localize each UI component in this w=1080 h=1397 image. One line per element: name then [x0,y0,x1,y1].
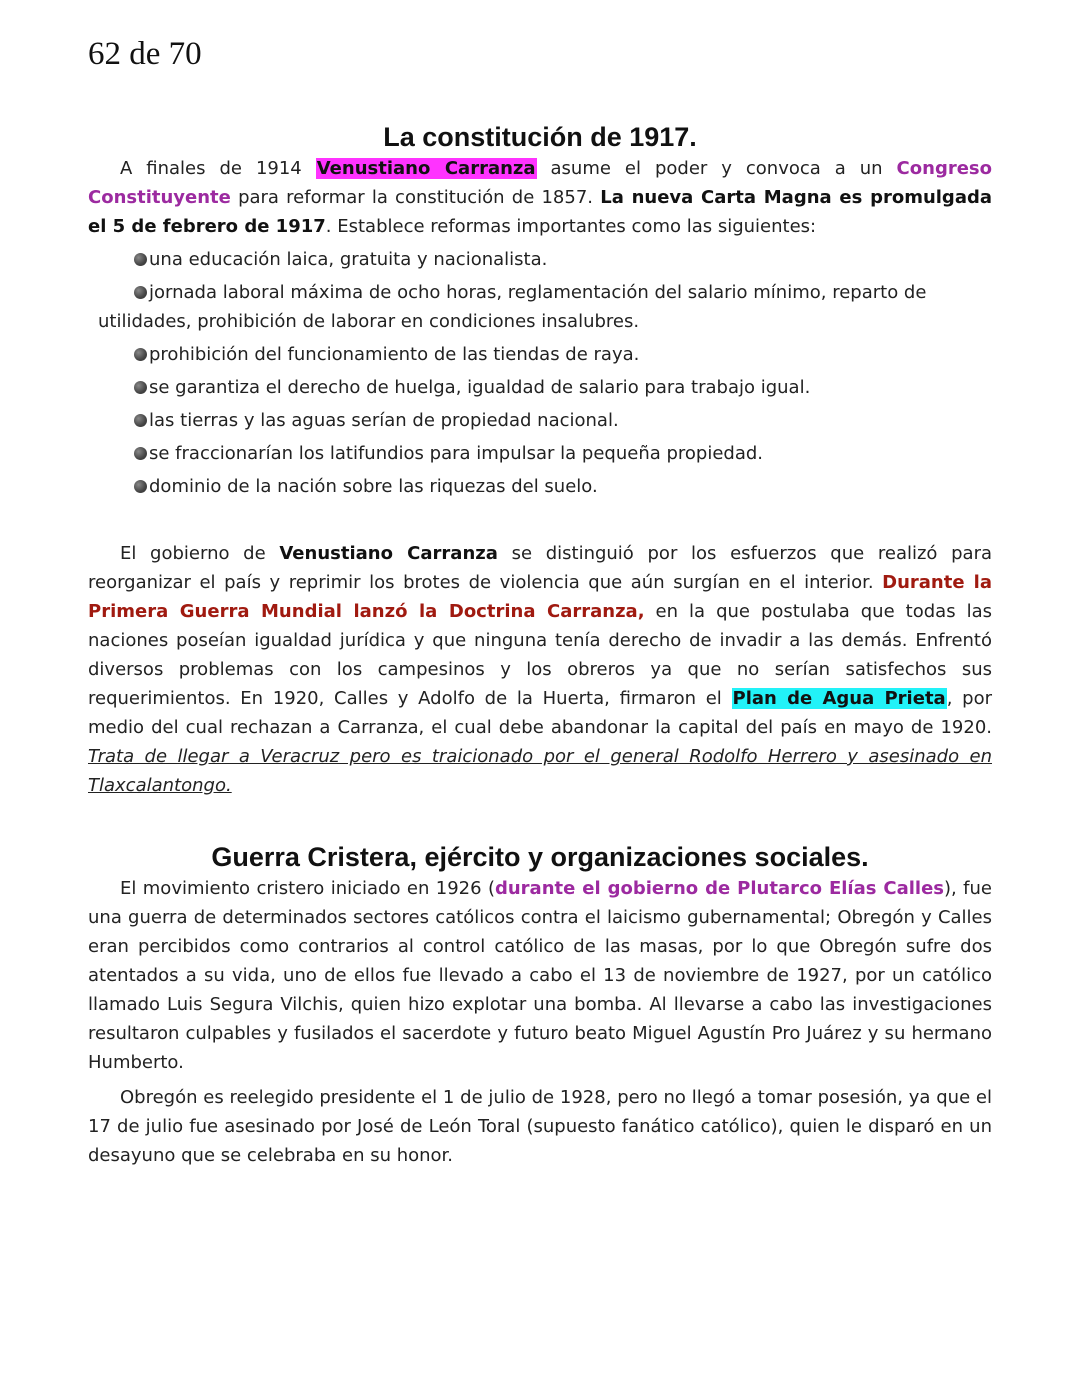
highlight-plan-agua-prieta: Plan de Agua Prieta [732,688,946,709]
text: A finales de 1914 [120,158,316,179]
text: en la que postulaba que todas las naciones poseían igualdad jurídica y que ninguna tenía derecho de invadir a las demás. Enfrentó diversos problemas con los campesinos y los obreros ya que no serían satisfechos sus requerimientos. En 1920, Calles y Adolfo de la Huerta, firmaron el [88,601,992,709]
list-item-text: dominio de la nación sobre las riquezas del suelo. [149,476,598,497]
document-body [88,120,992,1170]
list-item [88,406,992,435]
italic-underlined-text: Trata de llegar a Veracruz pero es traicionado por el general Rodolfo Herrero y asesinado en Tlaxcalantongo. [88,746,992,796]
spacer [88,800,992,840]
list-item [88,340,992,369]
list-item [88,278,992,336]
list-item-text: jornada laboral máxima de ocho horas, reglamentación del salario mínimo, reparto de utilidades, prohibición de laborar en condiciones insalubres. [98,282,927,332]
list-item [88,439,992,468]
text: para reformar la constitución de 1857. [230,187,601,208]
reforms-list [88,245,992,501]
text: El gobierno de [120,543,280,564]
list-item-text: prohibición del funcionamiento de las tiendas de raya. [149,344,640,365]
list-item [88,472,992,501]
list-item-text: se garantiza el derecho de huelga, igualdad de salario para trabajo igual. [149,377,811,398]
bullet-icon [134,348,147,361]
text: ), fue una guerra de determinados sectores católicos contra el laicismo gubernamental; Obregón y Calles eran percibidos como contrarios al control católico de las masas, por lo que Obregón sufre dos atentados a su vida, uno de ellos fue llevado a cabo el 13 de noviembre de 1927, por un católico llamado Luis Segura Vilchis, quien hizo explotar una bomba. Al llevarse a cabo las investigaciones resultaron culpables y fusilados el sacerdote y futuro beato Miguel Agustín Pro Juárez y su hermano Humberto. [88,878,992,1073]
list-item [88,245,992,274]
congreso-constituyente: Congreso Constituyente [88,158,992,208]
text: El movimiento cristero iniciado en 1926 ( [120,878,495,899]
list-item-text: las tierras y las aguas serían de propiedad nacional. [149,410,619,431]
text: . Establece reformas importantes como las siguientes: [325,216,817,237]
doctrina-carranza: Durante la Primera Guerra Mundial lanzó la Doctrina Carranza, [88,572,992,622]
highlight-carranza: Venustiano Carranza [316,158,536,179]
bullet-icon [134,480,147,493]
list-item-text: se fraccionarían los latifundios para impulsar la pequeña propiedad. [149,443,764,464]
bullet-icon [134,381,147,394]
text: se distinguió por los esfuerzos que realizó para reorganizar el país y reprimir los brotes de violencia que aún surgían en el interior. [88,543,993,593]
page-indicator: 62 de 70 [88,36,202,72]
bullet-icon [134,253,147,266]
text: , por medio del cual rechazan a Carranza, el cual debe abandonar la capital del país en mayo de 1920. [88,688,992,738]
list-item-text: una educación laica, gratuita y nacionalista. [149,249,548,270]
bullet-icon [134,447,147,460]
gobierno-calles: durante el gobierno de Plutarco Elías Calles [494,878,945,899]
list-item [88,373,992,402]
promulgation-date: La nueva Carta Magna es promulgada el 5 de febrero de 1917 [88,187,992,237]
intro-paragraph [88,154,992,241]
carranza-paragraph [88,539,992,800]
section-title-cristera: Guerra Cristera, ejército y organizaciones sociales. [211,842,869,872]
obregon-paragraph: Obregón es reelegido presidente el 1 de julio de 1928, pero no llegó a tomar posesión, ya que el 17 de julio fue asesinado por José de León Toral (supuesto fanático católico), quien le disparó en un desayuno que se celebraba en su honor. [88,1087,992,1166]
section-title-constitucion: La constitución de 1917. [383,122,697,152]
text: asume el poder y convoca a un [536,158,897,179]
bullet-icon [134,414,147,427]
spacer [88,505,992,539]
bold-carranza: Venustiano Carranza [279,543,498,564]
bullet-icon [134,286,147,299]
cristero-paragraph [88,874,992,1077]
